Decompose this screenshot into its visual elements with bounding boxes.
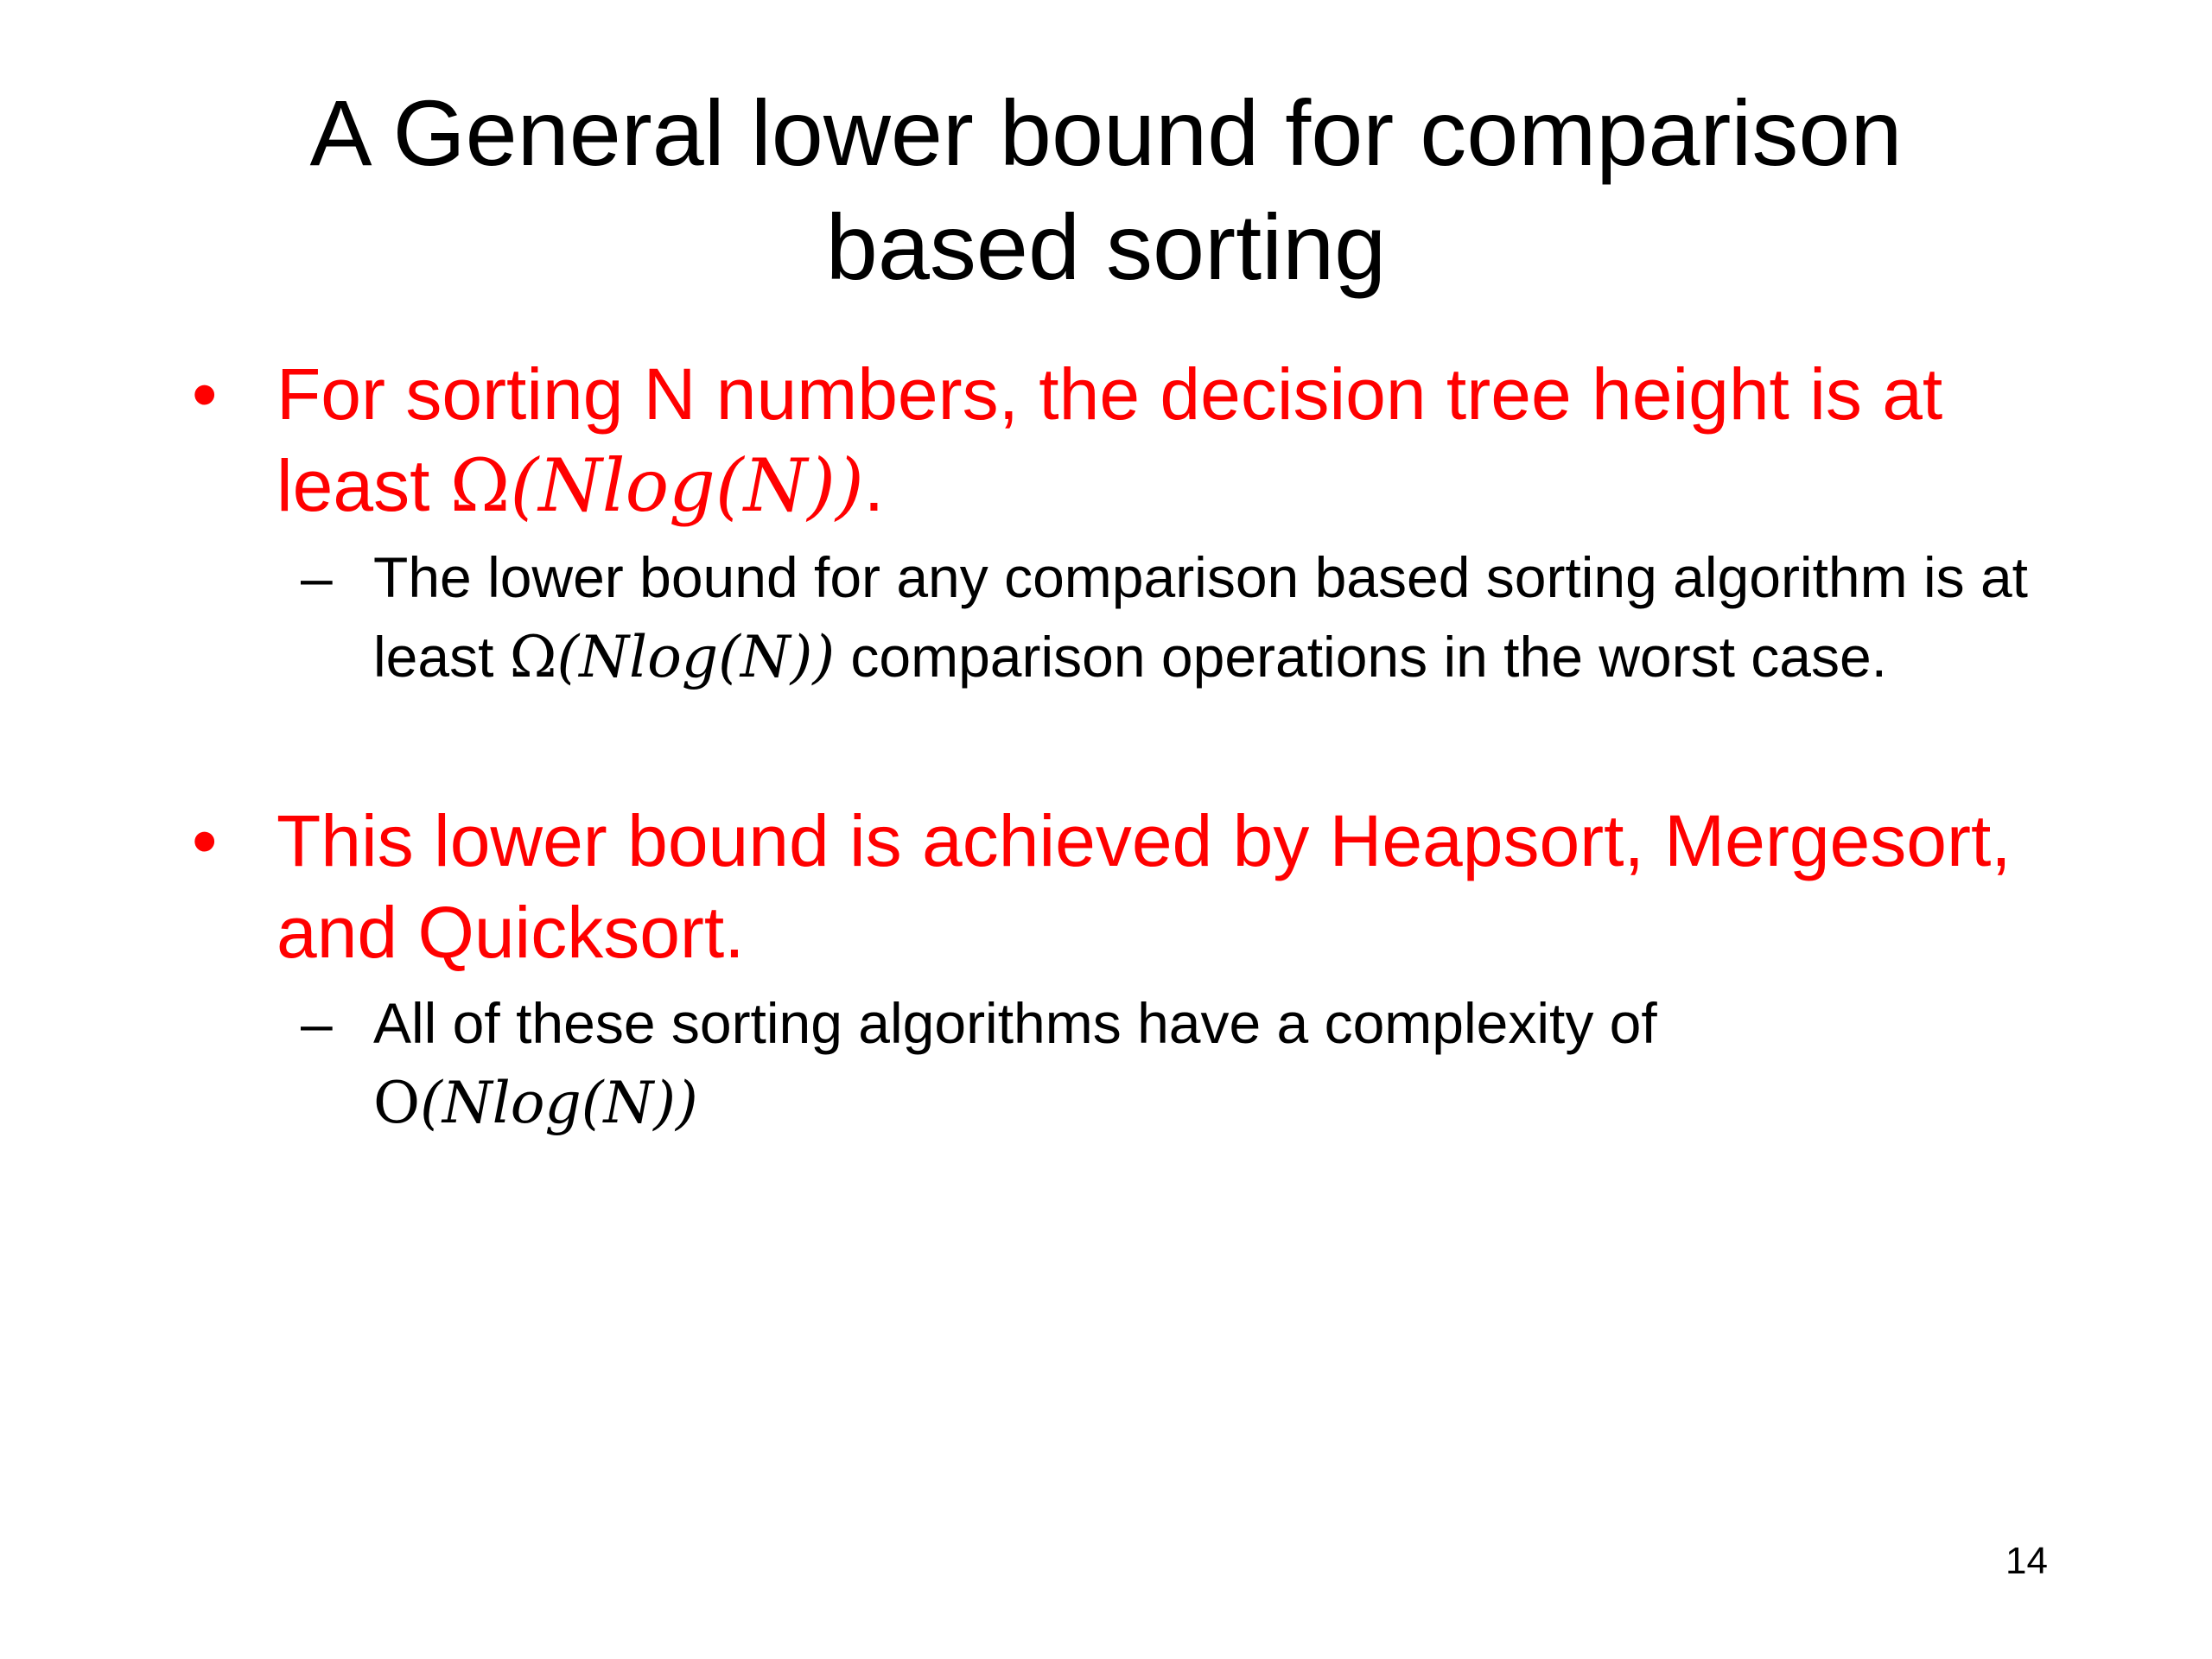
bullet-2-text: This lower bound is achieved by Heapsort, Mergesort, and Quicksort.	[276, 800, 2012, 973]
sub-bullet-marker-2: –	[301, 991, 333, 1055]
bullet-marker-2: •	[192, 800, 218, 881]
sub-bullet-1	[373, 537, 2084, 697]
sub-bullet-2	[373, 983, 1859, 1143]
bullet-1-math: (Nlog(N))	[510, 443, 864, 528]
slide-title	[207, 76, 2005, 304]
bullet-1-omega: Ω	[449, 443, 511, 528]
sub-bullet-2-big-o: O	[373, 1070, 421, 1136]
slide-title-line-1: A General lower bound for comparison	[309, 80, 1903, 185]
bullet-2	[276, 795, 2039, 978]
bullet-1-period: .	[863, 445, 885, 526]
bullet-1	[276, 348, 2039, 531]
sub-bullet-1-text: The lower bound for any comparison based sorting algorithm is at least	[373, 545, 2028, 689]
slide-title-line-2: based sorting	[825, 194, 1387, 299]
sub-bullet-marker-1: –	[301, 545, 333, 609]
sub-bullet-2-text: All of these sorting algorithms have a complexity of	[373, 991, 1657, 1055]
sub-bullet-1-text-end: comparison operations in the worst case.	[835, 625, 1888, 689]
bullet-1-text: For sorting N numbers, the decision tree height is at least	[276, 353, 1943, 526]
sub-bullet-1-omega: Ω	[509, 624, 557, 690]
sub-bullet-1-math: (Nlog(N))	[556, 624, 836, 690]
sub-bullet-2-math: (Nlog(N))	[420, 1070, 698, 1136]
bullet-marker-1: •	[192, 353, 218, 435]
page-number: 14	[2005, 1540, 2048, 1582]
